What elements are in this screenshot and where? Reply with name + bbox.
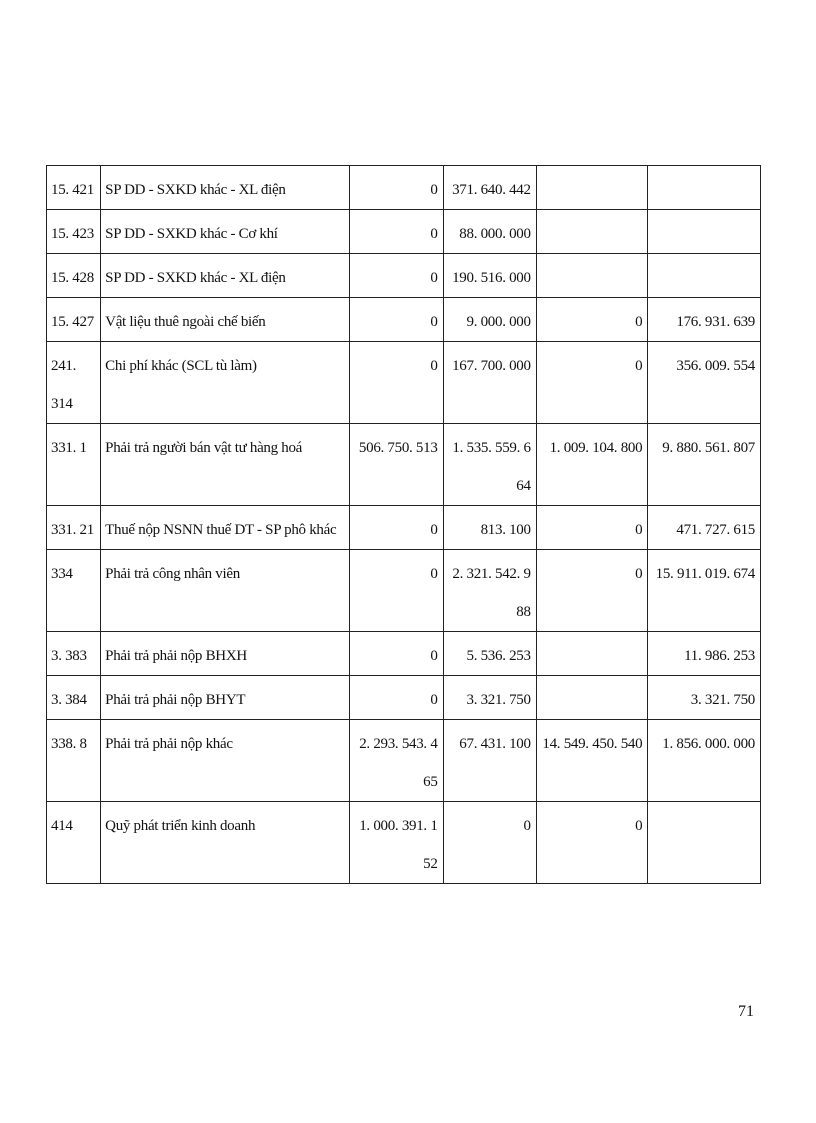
- amount-col-2-cell-text: 813. 100: [480, 522, 531, 538]
- table-row: [47, 210, 761, 254]
- amount-col-4-cell: [648, 676, 761, 720]
- account-name-cell-text: Phải trả công nhân viên: [105, 566, 240, 582]
- account-code-cell: [47, 506, 101, 550]
- amount-col-1-cell: [350, 210, 443, 254]
- amount-col-3-cell: [536, 506, 648, 550]
- amount-col-3-cell-text: 0: [635, 358, 643, 374]
- account-code-cell: [47, 210, 101, 254]
- amount-col-2-cell-text: 2. 321. 542. 988: [452, 566, 531, 620]
- amount-col-3-cell: [536, 210, 648, 254]
- account-code-cell-text: 3. 383: [51, 648, 87, 664]
- amount-col-2-cell: [443, 342, 536, 424]
- amount-col-1-cell-text: 0: [430, 522, 438, 538]
- account-code-cell-text: 334: [51, 566, 73, 582]
- amount-col-3-cell: [536, 254, 648, 298]
- table-row: [47, 550, 761, 632]
- amount-col-3-cell-text: 0: [635, 566, 643, 582]
- account-name-cell-text: Phải trả phải nộp BHXH: [105, 648, 247, 664]
- amount-col-1-cell-text: 0: [430, 358, 438, 374]
- amount-col-2-cell: [443, 298, 536, 342]
- amount-col-4-cell-text: 9. 880. 561. 807: [662, 440, 755, 456]
- amount-col-4-cell: [648, 166, 761, 210]
- amount-col-3-cell-text: 1. 009. 104. 800: [549, 440, 643, 456]
- amount-col-1-cell: [350, 676, 443, 720]
- amount-col-3-cell: [536, 424, 648, 506]
- amount-col-1-cell-text: 0: [430, 692, 438, 708]
- amount-col-1-cell: [350, 802, 443, 884]
- table-row: [47, 676, 761, 720]
- amount-col-1-cell: [350, 254, 443, 298]
- account-name-cell: [101, 632, 350, 676]
- table-row: [47, 632, 761, 676]
- amount-col-3-cell: [536, 676, 648, 720]
- account-name-cell-text: SP DD - SXKD khác - XL điện: [105, 182, 286, 198]
- amount-col-3-cell: [536, 720, 648, 802]
- amount-col-1-cell: [350, 720, 443, 802]
- amount-col-4-cell: [648, 254, 761, 298]
- amount-col-2-cell: [443, 550, 536, 632]
- amount-col-1-cell-text: 0: [430, 270, 438, 286]
- amount-col-2-cell: [443, 632, 536, 676]
- account-code-cell: [47, 676, 101, 720]
- table-row: [47, 802, 761, 884]
- amount-col-4-cell: [648, 424, 761, 506]
- amount-col-2-cell-text: 5. 536. 253: [466, 648, 531, 664]
- amount-col-3-cell: [536, 802, 648, 884]
- amount-col-3-cell: [536, 166, 648, 210]
- amount-col-2-cell-text: 9. 000. 000: [466, 314, 531, 330]
- table-row: [47, 506, 761, 550]
- amount-col-2-cell: [443, 210, 536, 254]
- account-name-cell: [101, 424, 350, 506]
- amount-col-3-cell: [536, 298, 648, 342]
- account-code-cell: [47, 298, 101, 342]
- amount-col-4-cell: [648, 298, 761, 342]
- amount-col-3-cell-text: 0: [635, 314, 643, 330]
- amount-col-2-cell-text: 67. 431. 100: [459, 736, 531, 752]
- amount-col-2-cell-text: 3. 321. 750: [466, 692, 531, 708]
- ledger-table: [46, 165, 761, 884]
- amount-col-1-cell-text: 2. 293. 543. 465: [359, 736, 438, 790]
- amount-col-2-cell: [443, 424, 536, 506]
- page-number: 71: [738, 1003, 754, 1020]
- amount-col-4-cell-text: 11. 986. 253: [684, 648, 755, 664]
- account-name-cell: [101, 166, 350, 210]
- amount-col-4-cell: [648, 210, 761, 254]
- account-code-cell-text: 331. 21: [51, 522, 94, 538]
- account-name-cell-text: Quỹ phát triển kinh doanh: [105, 818, 256, 834]
- amount-col-2-cell: [443, 254, 536, 298]
- amount-col-2-cell-text: 371. 640. 442: [452, 182, 531, 198]
- amount-col-1-cell: [350, 632, 443, 676]
- amount-col-3-cell: [536, 342, 648, 424]
- account-code-cell-text: 414: [51, 818, 73, 834]
- account-code-cell: [47, 720, 101, 802]
- amount-col-3-cell-text: 0: [635, 522, 643, 538]
- amount-col-1-cell-text: 1. 000. 391. 152: [359, 818, 438, 872]
- amount-col-1-cell-text: 0: [430, 226, 438, 242]
- account-code-cell: [47, 166, 101, 210]
- account-name-cell-text: SP DD - SXKD khác - XL điện: [105, 270, 286, 286]
- account-name-cell: [101, 676, 350, 720]
- account-name-cell: [101, 298, 350, 342]
- account-name-cell-text: Phải trả phải nộp khác: [105, 736, 233, 752]
- account-code-cell: [47, 254, 101, 298]
- amount-col-4-cell-text: 15. 911. 019. 674: [655, 566, 755, 582]
- ledger-body: [47, 166, 761, 884]
- amount-col-2-cell-text: 1. 535. 559. 664: [452, 440, 531, 494]
- account-code-cell: [47, 802, 101, 884]
- amount-col-4-cell: [648, 506, 761, 550]
- amount-col-3-cell: [536, 632, 648, 676]
- amount-col-1-cell-text: 0: [430, 648, 438, 664]
- table-row: [47, 342, 761, 424]
- account-code-cell-text: 15. 428: [51, 270, 94, 286]
- account-code-cell-text: 241. 314: [51, 358, 77, 412]
- amount-col-3-cell: [536, 550, 648, 632]
- amount-col-1-cell: [350, 342, 443, 424]
- amount-col-2-cell-text: 190. 516. 000: [452, 270, 531, 286]
- account-name-cell: [101, 720, 350, 802]
- account-name-cell: [101, 342, 350, 424]
- amount-col-2-cell: [443, 166, 536, 210]
- table-row: [47, 166, 761, 210]
- account-code-cell: [47, 550, 101, 632]
- amount-col-4-cell-text: 471. 727. 615: [676, 522, 755, 538]
- amount-col-1-cell: [350, 166, 443, 210]
- amount-col-4-cell: [648, 632, 761, 676]
- account-code-cell-text: 15. 427: [51, 314, 94, 330]
- amount-col-4-cell-text: 3. 321. 750: [690, 692, 755, 708]
- account-code-cell: [47, 342, 101, 424]
- amount-col-3-cell-text: 0: [635, 818, 643, 834]
- amount-col-4-cell: [648, 342, 761, 424]
- account-name-cell: [101, 210, 350, 254]
- account-name-cell-text: Phải trả phải nộp BHYT: [105, 692, 246, 708]
- account-code-cell-text: 3. 384: [51, 692, 87, 708]
- account-name-cell: [101, 254, 350, 298]
- amount-col-2-cell-text: 0: [523, 818, 531, 834]
- amount-col-1-cell-text: 0: [430, 566, 438, 582]
- account-name-cell-text: SP DD - SXKD khác - Cơ khí: [105, 226, 278, 242]
- amount-col-1-cell-text: 0: [430, 314, 438, 330]
- amount-col-4-cell-text: 176. 931. 639: [676, 314, 755, 330]
- amount-col-4-cell: [648, 550, 761, 632]
- amount-col-2-cell: [443, 676, 536, 720]
- account-code-cell: [47, 632, 101, 676]
- amount-col-2-cell: [443, 802, 536, 884]
- account-name-cell: [101, 802, 350, 884]
- amount-col-1-cell-text: 0: [430, 182, 438, 198]
- account-name-cell-text: Chi phí khác (SCL tù làm): [105, 358, 257, 374]
- amount-col-1-cell-text: 506. 750. 513: [358, 440, 438, 456]
- amount-col-4-cell-text: 1. 856. 000. 000: [662, 736, 755, 752]
- account-code-cell: [47, 424, 101, 506]
- account-name-cell-text: Thuế nộp NSNN thuế DT - SP phô khác: [105, 522, 337, 538]
- amount-col-1-cell: [350, 298, 443, 342]
- amount-col-4-cell: [648, 802, 761, 884]
- table-row: [47, 720, 761, 802]
- account-name-cell-text: Vật liệu thuê ngoài chế biến: [105, 314, 266, 330]
- amount-col-4-cell-text: 356. 009. 554: [676, 358, 755, 374]
- amount-col-3-cell-text: 14. 549. 450. 540: [542, 736, 643, 752]
- account-code-cell-text: 15. 423: [51, 226, 94, 242]
- account-name-cell-text: Phải trả người bán vật tư hàng hoá: [105, 440, 303, 456]
- account-code-cell-text: 331. 1: [51, 440, 87, 456]
- account-name-cell: [101, 506, 350, 550]
- amount-col-2-cell: [443, 720, 536, 802]
- amount-col-1-cell: [350, 424, 443, 506]
- table-row: [47, 424, 761, 506]
- account-code-cell-text: 15. 421: [51, 182, 94, 198]
- account-name-cell: [101, 550, 350, 632]
- amount-col-1-cell: [350, 506, 443, 550]
- amount-col-1-cell: [350, 550, 443, 632]
- amount-col-2-cell: [443, 506, 536, 550]
- amount-col-2-cell-text: 88. 000. 000: [459, 226, 531, 242]
- account-code-cell-text: 338. 8: [51, 736, 87, 752]
- table-row: [47, 298, 761, 342]
- amount-col-2-cell-text: 167. 700. 000: [452, 358, 531, 374]
- amount-col-4-cell: [648, 720, 761, 802]
- table-row: [47, 254, 761, 298]
